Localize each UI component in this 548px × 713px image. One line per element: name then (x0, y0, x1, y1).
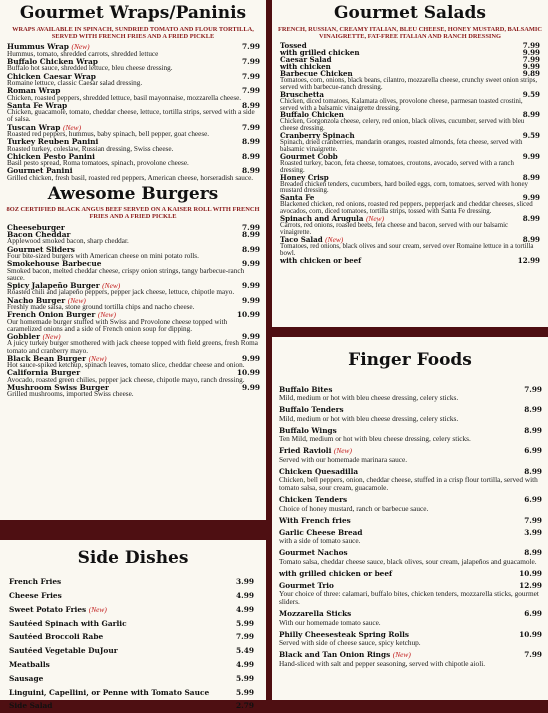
side-dish-name (9, 578, 61, 585)
side-dish-row (0, 575, 266, 589)
side-dish-row (0, 685, 266, 699)
menu-item-name-text: California Burger (7, 368, 81, 378)
new-badge: (New) (97, 310, 116, 320)
menu-item-price: 12.99 (519, 580, 542, 590)
finger-food-item (272, 447, 548, 464)
menu-item-description: Smoked bacon, melted cheddar cheese, crispy onion strings, tangy barbecue-ranch sauce. (7, 266, 245, 282)
new-badge: (New) (325, 234, 344, 244)
menu-item-price: 8.99 (522, 172, 540, 182)
side-dish-name (9, 702, 52, 709)
burgers-list (0, 224, 266, 399)
salads-list (272, 43, 548, 264)
menu-item-price: 7.99 (524, 515, 542, 525)
side-dish-name (9, 647, 118, 654)
salads-subtitle: FRENCH, RUSSIAN, CREAMY ITALIAN, BLEU CHEESE, HONEY MUSTARD, BALSAMIC VINAIGRETTE, FAT-FREE ITALIAN AND RANCH DRESSING (278, 26, 542, 41)
menu-item-name-text: Chicken Pesto Panini (7, 151, 95, 161)
burger-item (0, 369, 266, 384)
menu-item-price: 9.59 (522, 131, 540, 141)
menu-item-price: 7.99 (241, 122, 260, 132)
side-dish-price: 4.99 (235, 590, 254, 600)
menu-item-description: Grilled chicken, fresh basil, roasted red peppers, American cheese, horseradish sauce. (7, 173, 254, 182)
menu-item-name-text: Spicy Jalapeño Burger (7, 280, 100, 290)
menu-item-description: Romaine lettuce, classic Caesar salad dressing. (7, 79, 143, 88)
menu-item-description: A juicy turkey burger smothered with jack cheese topped with field greens, fresh Roma tomato and cranberry mayo. (7, 339, 258, 355)
side-dishes-panel (0, 540, 266, 711)
side-dish-name-text: Linguini, Capellini, or Penne with Tomato Sauce (9, 687, 210, 697)
menu-item-name-text: Smokehouse Barbecue (7, 259, 102, 269)
menu-item-price: 9.99 (241, 331, 260, 341)
wrap-item (0, 153, 266, 168)
finger-food-item (272, 468, 548, 493)
finger-food-item (272, 651, 548, 668)
finger-food-item (272, 427, 548, 444)
side-dish-price: 5.49 (235, 646, 254, 656)
salad-item (272, 133, 548, 154)
menu-item-price: 8.99 (241, 100, 260, 110)
side-dish-name (9, 620, 127, 627)
menu-item-price: 9.99 (241, 280, 260, 290)
menu-item-name-text: Honey Crisp (280, 172, 329, 182)
menu-item-name-text: Philly Cheesesteak Spring Rolls (279, 629, 410, 639)
menu-item-price: 7.99 (241, 86, 260, 96)
new-badge: (New) (102, 280, 121, 290)
side-dish-price: 5.99 (235, 673, 254, 683)
menu-item-name-text: Chicken Tenders (279, 495, 348, 505)
menu-item-description: Blackened chicken, red onions, roasted red peppers, pepperjack and cheddar cheeses, sliced avocados, corn, diced tomatoes, tortilla strips, tossed with Santa Fe dressing. (280, 201, 533, 216)
side-dish-name (9, 661, 50, 668)
menu-item-description: Mild, medium or hot with bleu cheese dressing, celery sticks. (279, 393, 459, 403)
salad-item (272, 216, 548, 237)
side-dish-name-text: Sweet Potato Fries (9, 604, 87, 614)
side-dish-row (0, 672, 266, 686)
menu-item-description: Hot sauce-spiked ketchup, spinach leaves, tomato slice, cheddar cheese and onion. (7, 361, 245, 370)
side-dish-row (0, 630, 266, 644)
menu-item-name-text: with chicken (280, 62, 331, 72)
menu-item-description: Our homemade burger stuffed with Swiss and Provolone cheese topped with caramelized onions and a side of French onion soup for dipping. (7, 317, 228, 333)
menu-item-description: Roasted turkey, bacon, feta cheese, tomatoes, croutons, avocado, served with a ranch dressing. (280, 159, 514, 174)
menu-item-price: 9.99 (522, 48, 540, 58)
menu-item-price: 7.99 (522, 55, 540, 65)
new-badge: (New) (392, 650, 411, 660)
burgers-title: Awesome Burgers (47, 184, 219, 205)
finger-food-item (272, 496, 548, 513)
menu-item-price: 7.99 (241, 71, 260, 81)
burger-item (0, 297, 266, 312)
menu-item-name-text: Black and Tan Onion Rings (279, 650, 391, 660)
burger-item (0, 282, 266, 297)
menu-item-description: Freshly made salsa, stone ground tortilla chips and nacho cheese. (7, 302, 195, 311)
menu-item-name-text: Hummus Wrap (7, 42, 69, 52)
side-dish-name-text: Sautéed Spinach with Garlic (9, 618, 127, 628)
menu-item-name-text: Taco Salad (280, 234, 323, 244)
burger-item (0, 355, 266, 370)
menu-item-description: Roasted turkey, coleslaw, Russian dressing, Swiss cheese. (7, 144, 174, 153)
side-dish-price: 4.99 (235, 659, 254, 669)
menu-item-description: Carrots, red onions, roasted beets, feta cheese and bacon, served with our balsamic vinaigrette. (280, 221, 509, 236)
wraps-subtitle: WRAPS AVAILABLE IN SPINACH, SUNDRIED TOMATO AND FLOUR TORTILLA, SERVED WITH FRENCH FRIES AND A FRIED PICKLE (12, 26, 254, 41)
menu-item-price: 8.99 (522, 110, 540, 120)
menu-item-description: Served with side of cheese sauce, spicy ketchup. (279, 638, 421, 648)
menu-item-price: 9.59 (522, 89, 540, 99)
menu-item-price: 7.99 (524, 385, 542, 394)
wraps-list (0, 43, 266, 182)
new-badge: (New) (67, 295, 86, 305)
menu-item-description: with a side of tomato sauce. (279, 536, 361, 546)
menu-item-price: 6.99 (524, 446, 542, 456)
menu-item-description: Choice of honey mustard, ranch or barbecue sauce. (279, 503, 429, 513)
finger-food-item (272, 570, 548, 578)
menu-item-price: 12.99 (517, 255, 540, 265)
menu-item-description: With our homemade tomato sauce. (279, 617, 381, 627)
menu-item-name-text: Garlic Cheese Bread (279, 527, 363, 537)
menu-item-description: Roasted chili and jalapeño peppers, pepper jack cheese, lettuce, chipotle mayo. (7, 288, 235, 297)
menu-item-name-text: Bruschetta (280, 89, 325, 99)
menu-item-row (280, 255, 540, 265)
menu-item-description: Applewood smoked bacon, sharp cheddar. (7, 237, 129, 246)
side-dish-name (9, 689, 209, 696)
new-badge: (New) (71, 42, 90, 52)
burger-item (0, 231, 266, 246)
menu-item-description: Ten Mild, medium or hot with bleu cheese dressing, celery sticks. (279, 434, 471, 444)
finger-food-item (272, 406, 548, 423)
burgers-subtitle: 8OZ CERTIFIED BLACK ANGUS BEEF SERVED ON A KAISER ROLL WITH FRENCH FRIES AND A FRIED PICKLE (6, 206, 260, 221)
menu-item-description: Spinach, dried cranberries, mandarin oranges, roasted almonds, feta cheese, served with balsamic vinaigrette. (280, 139, 523, 153)
menu-item-price: 8.99 (241, 244, 260, 254)
menu-item-description: Chicken, Gorgonzola cheese, celery, red onion, black olives, cucumber, served with bleu cheese dressing. (280, 118, 525, 133)
burger-item (0, 384, 266, 399)
menu-item-description: Served with our homemade marinara sauce. (279, 454, 408, 464)
menu-item-name-text: Chicken Caesar Wrap (7, 71, 96, 81)
menu-item-description: Roasted red peppers, hummus, baby spinach, bell pepper, goat cheese. (7, 130, 210, 139)
menu-item-description: Tomato salsa, cheddar cheese sauce, black olives, sour cream, jalapeños and guacamole. (279, 556, 537, 566)
menu-item-name-text: Tuscan Wrap (7, 122, 61, 132)
side-dish-row (0, 644, 266, 658)
wraps-burgers-panel (0, 0, 266, 520)
menu-item-name-text: Buffalo Bites (279, 385, 333, 394)
new-badge: (New) (333, 446, 352, 456)
side-dish-row (0, 603, 266, 617)
menu-item-name-text: Gobbler (7, 331, 40, 341)
menu-item-name-text: Bacon Cheddar (7, 229, 71, 239)
menu-item-price: 8.99 (524, 425, 542, 435)
menu-item-price: 9.89 (522, 69, 540, 79)
menu-item-price: 8.99 (524, 548, 542, 558)
menu-item-price: 6.99 (524, 609, 542, 619)
finger-food-item (272, 529, 548, 546)
side-dish-row (0, 658, 266, 672)
menu-item-name-text: With French fries (279, 515, 351, 525)
menu-item-price: 9.99 (241, 353, 260, 363)
menu-item-name-text: Black Bean Burger (7, 353, 86, 363)
menu-item-price: 8.99 (241, 137, 260, 147)
side-dish-name-text: Meatballs (9, 659, 50, 669)
menu-item-description: Hummus, tomato, shredded carrots, shredded lettuce (7, 49, 159, 58)
menu-item-name (279, 517, 351, 525)
menu-item-description: Chicken, diced tomatoes, Kalamata olives, provolone cheese, parmesan toasted crostini, served with a balsamic vinaigrette dressing. (280, 97, 523, 112)
menu-item-price: 9.99 (241, 383, 260, 392)
menu-item-name-text: Buffalo Chicken Wrap (7, 57, 98, 67)
menu-item-name-text: Spinach and Arugula (280, 214, 364, 224)
menu-item-price: 8.99 (241, 229, 260, 239)
finger-title: Finger Foods (348, 350, 472, 370)
burger-item (0, 311, 266, 333)
finger-food-item (272, 549, 548, 566)
side-dish-name-text: Sautéed Broccoli Rabe (9, 632, 104, 642)
menu-item-name-text: with grilled chicken or beef (279, 568, 393, 578)
menu-item-name-text: Mozzarella Sticks (279, 609, 352, 619)
menu-item-price: 10.99 (519, 629, 542, 639)
finger-food-item (272, 582, 548, 607)
wrap-item (0, 102, 266, 124)
wraps-title: Gourmet Wraps/Paninis (19, 3, 247, 23)
menu-item-name-text: French Onion Burger (7, 310, 96, 320)
wrap-item (0, 167, 266, 182)
menu-item-description: Mild, medium or hot with bleu cheese dressing, celery sticks. (279, 413, 459, 423)
burger-item (0, 260, 266, 282)
menu-item-price: 9.99 (241, 259, 260, 269)
salad-item (272, 195, 548, 216)
menu-item-description: Hand-sliced with salt and pepper seasoning, served with chipotle aioli. (279, 658, 486, 668)
new-badge: (New) (365, 214, 385, 224)
menu-item-name-text: Buffalo Wings (279, 425, 337, 435)
salad-item (272, 151, 548, 175)
menu-item-name-text: Gourmet Cobb (280, 151, 338, 161)
menu-item-name-text: Cheeseburger (7, 222, 65, 232)
finger-food-item (272, 386, 548, 403)
new-badge: (New) (42, 331, 61, 341)
menu-item-name-text: Santa Fe (280, 193, 315, 203)
salad-item (272, 172, 548, 196)
menu-item-name-text: Gourmet Sliders (7, 244, 75, 254)
menu-item-name-text: Chicken Quesadilla (279, 466, 359, 476)
menu-item-description: Four bite-sized burgers with American cheese on mini potato rolls. (7, 251, 199, 260)
menu-item-price: 10.99 (519, 568, 542, 578)
menu-item-description: Avocado, roasted green chilies, pepper jack cheese, chipotle mayo, ranch dressing. (7, 375, 245, 384)
menu-item-name-text: Roman Wrap (7, 86, 61, 96)
menu-item-price: 3.99 (524, 527, 542, 537)
wrap-item (0, 124, 266, 139)
menu-item-name (280, 255, 362, 265)
menu-item-description: Chicken, bell peppers, onion, cheddar cheese, stuffed in a crisp flour tortilla, served with tomato salsa, sour cream, guacamole. (279, 475, 538, 493)
salads-panel (272, 0, 548, 327)
menu-item-name-text: Barbecue Chicken (280, 69, 353, 79)
menu-item-description: Your choice of three: calamari, buffalo bites, chicken tenders, mozzarella sticks, gourmet sliders. (279, 589, 539, 607)
menu-item-description: Basil pesto spread, Roma tomatoes, spinach, provolone cheese. (7, 159, 189, 168)
menu-item-price: 9.99 (241, 295, 260, 305)
sides-title: Side Dishes (77, 548, 189, 568)
menu-item-name-text: Nacho Burger (7, 295, 66, 305)
wrap-item (0, 43, 266, 58)
menu-item-description: Tomatoes, red onions, black olives and sour cream, served over Romaine lettuce in a tortilla bowl. (280, 242, 534, 257)
side-dish-price: 5.99 (235, 618, 254, 628)
side-dish-price: 5.99 (235, 687, 254, 697)
menu-item-name-text: Santa Fe Wrap (7, 100, 68, 110)
menu-item-name-text: Gourmet Nachos (279, 548, 348, 558)
menu-item-name-text: Gourmet Trio (279, 580, 334, 590)
menu-item-row (279, 517, 542, 525)
menu-item-name-text: Caesar Salad (280, 55, 332, 65)
menu-item-price: 7.99 (524, 650, 542, 660)
menu-item-name-text: Fried Ravioli (279, 446, 332, 456)
side-dish-name-text: Cheese Fries (9, 590, 62, 600)
burger-item (0, 333, 266, 355)
menu-item-price: 8.99 (241, 151, 260, 161)
side-dish-price: 4.99 (235, 604, 254, 614)
menu-item-name-text: Buffalo Chicken (280, 110, 344, 120)
wrap-item (0, 138, 266, 153)
side-dish-name (9, 606, 107, 613)
side-dish-row (0, 616, 266, 630)
menu-item-name-text: Turkey Reuben Panini (7, 137, 99, 147)
wrap-item (0, 87, 266, 102)
new-badge: (New) (88, 353, 107, 363)
menu-item-description: Grilled mushrooms, imported Swiss cheese. (7, 390, 134, 399)
wrap-item (0, 73, 266, 88)
menu-item-price: 10.99 (236, 368, 260, 378)
menu-item-name-text: Buffalo Tenders (279, 405, 344, 415)
finger-food-item (272, 610, 548, 627)
menu-item-name (279, 570, 392, 578)
side-dish-name (9, 633, 103, 640)
finger-food-item (272, 517, 548, 525)
finger-foods-panel (272, 337, 548, 700)
side-dish-row (0, 589, 266, 603)
burger-item (0, 246, 266, 261)
menu-item-price: 8.99 (241, 166, 260, 176)
menu-item-description: Buffalo hot sauce, shredded lettuce, bleu cheese dressing. (7, 64, 173, 73)
menu-item-name-text: Mushroom Swiss Burger (7, 383, 109, 392)
menu-item-price: 7.99 (241, 222, 260, 232)
salad-item (272, 89, 548, 113)
menu-item-price: 9.99 (522, 151, 540, 161)
menu-item-description: Tomatoes, corn, onions, black beans, cilantro, mozzarella cheese, crunchy sweet onion strips, served with barbecue-ranch dressing. (280, 76, 538, 91)
side-dish-name (9, 675, 43, 682)
side-dish-name-text: French Fries (9, 577, 62, 587)
side-dish-price: 7.99 (235, 632, 254, 642)
menu-item-price: 8.99 (524, 466, 542, 476)
menu-item-name-text: Tossed (280, 41, 307, 51)
menu-item-price: 8.99 (524, 405, 542, 415)
wrap-item (0, 58, 266, 73)
sides-list (0, 575, 266, 713)
salad-item (272, 255, 548, 265)
side-dish-name-text: Side Salad (9, 701, 53, 711)
menu-item-price: 10.99 (236, 310, 260, 320)
side-dish-name (9, 592, 62, 599)
finger-food-item (272, 631, 548, 648)
salad-item (272, 71, 548, 92)
side-dish-name-text: Sautéed Vegetable DuJour (9, 646, 118, 656)
menu-item-row (279, 570, 542, 578)
salad-item (272, 234, 548, 258)
side-dish-name-text: Sausage (9, 673, 44, 683)
finger-list (272, 386, 548, 668)
side-dish-row (0, 699, 266, 713)
new-badge: (New) (88, 604, 107, 614)
menu-item-name-text: with chicken or beef (280, 255, 362, 265)
menu-item-name-text: Gourmet Panini (7, 166, 73, 176)
menu-item-price: 6.99 (524, 495, 542, 505)
menu-item-price: 7.99 (241, 42, 260, 52)
menu-item-name-text: Cranberry Spinach (280, 131, 355, 141)
new-badge: (New) (63, 122, 82, 132)
menu-item-price: 7.99 (241, 57, 260, 67)
menu-item-description: Chicken, roasted peppers, shredded lettuce, basil mayonnaise, mozzarella cheese. (7, 93, 242, 102)
salad-item (272, 112, 548, 133)
salads-title: Gourmet Salads (334, 3, 486, 23)
menu-item-price: 7.99 (522, 41, 540, 51)
menu-item-price: 8.99 (522, 234, 540, 244)
side-dish-price: 2.79 (235, 701, 254, 711)
menu-item-price: 8.99 (522, 214, 540, 224)
menu-item-name-text: with grilled chicken (280, 48, 360, 58)
menu-item-price: 9.99 (522, 193, 540, 203)
menu-item-description: Chicken, guacamole, tomato, cheddar cheese, lettuce, tortilla strips, served with a side of salsa. (7, 108, 255, 124)
menu-item-description: Breaded chicken tenders, cucumbers, hard boiled eggs, corn, tomatoes, served with honey mustard dressing. (280, 180, 528, 195)
menu-item-price: 9.99 (522, 62, 540, 72)
side-dish-price: 3.99 (235, 577, 254, 587)
